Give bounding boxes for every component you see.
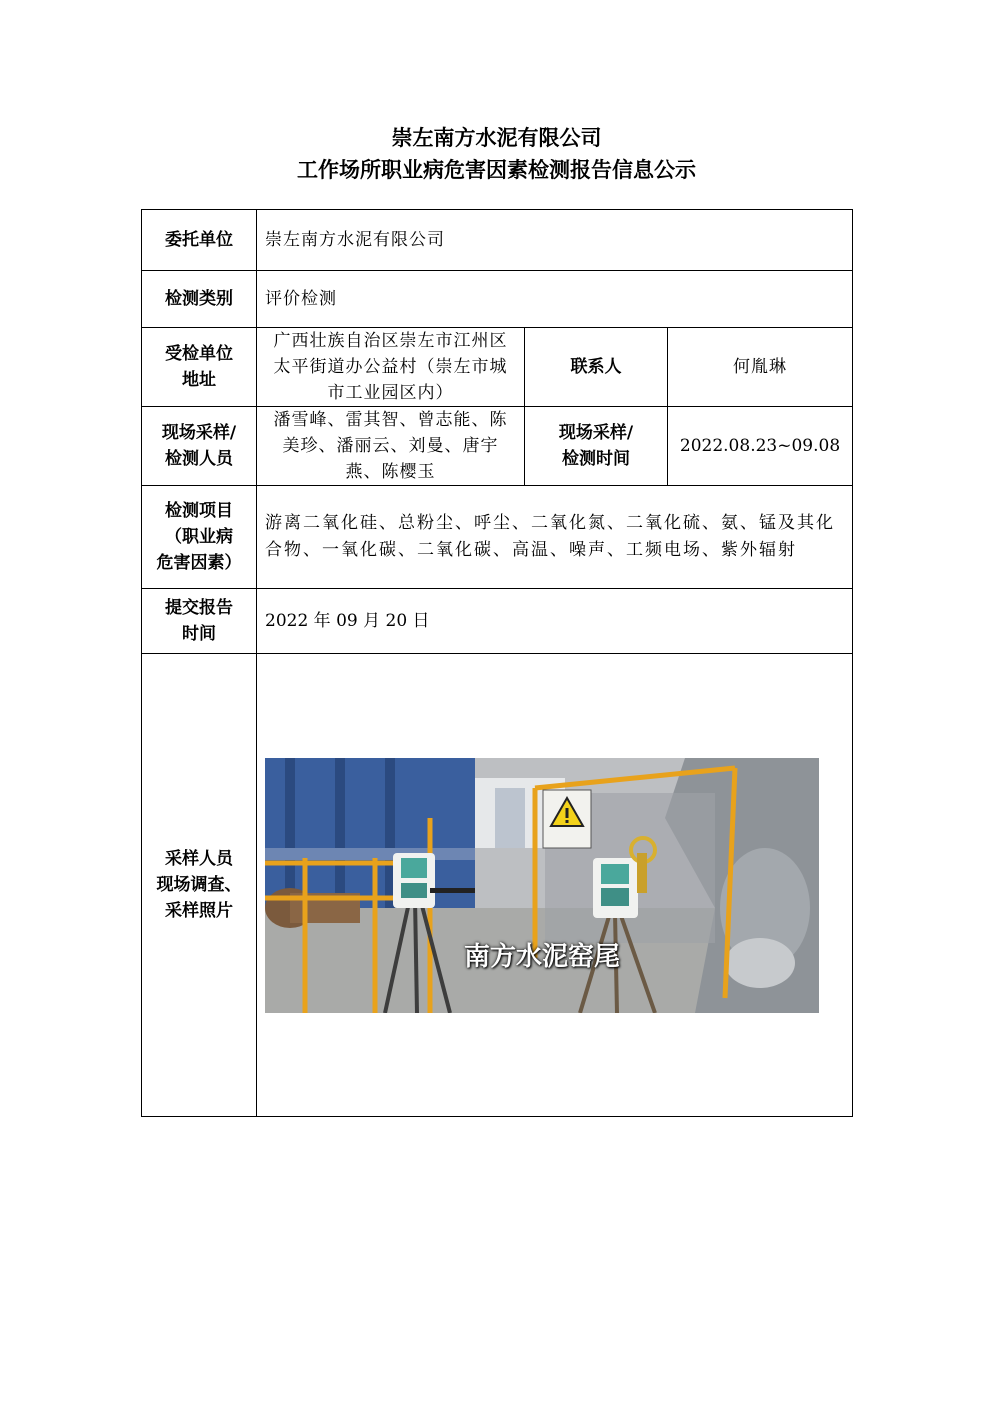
- photo-caption: 南方水泥窑尾: [463, 941, 620, 972]
- row-address: [142, 328, 853, 407]
- label-personnel: 现场采样/ 检测人员: [142, 407, 257, 486]
- value-report-date: 2022 年 09 月 20 日: [257, 589, 853, 654]
- warning-sign-icon: [543, 790, 591, 848]
- row-photo: [142, 654, 853, 1117]
- label-contact: 联系人: [525, 328, 668, 407]
- photo-cell: [257, 654, 853, 1117]
- label-category: 检测类别: [142, 271, 257, 328]
- label-address: 受检单位 地址: [142, 328, 257, 407]
- label-photo: 采样人员 现场调查、 采样照片: [142, 654, 257, 1117]
- company-title: 崇左南方水泥有限公司: [391, 126, 602, 150]
- value-client: 崇左南方水泥有限公司: [257, 210, 853, 271]
- info-table: [141, 209, 853, 1117]
- value-items: 游离二氧化硅、总粉尘、呼尘、二氧化氮、二氧化硫、氨、锰及其化合物、一氧化碳、二氧化碳、高温、噪声、工频电场、紫外辐射: [257, 486, 853, 589]
- row-category: [142, 271, 853, 328]
- value-time: 2022.08.23~09.08: [668, 407, 853, 486]
- label-report-date: 提交报告 时间: [142, 589, 257, 654]
- sampling-photo: [265, 758, 819, 1013]
- value-personnel: 潘雪峰、雷其智、曾志能、陈美珍、潘丽云、刘曼、唐宇燕、陈樱玉: [257, 407, 525, 486]
- row-personnel: [142, 407, 853, 486]
- value-contact: 何胤琳: [668, 328, 853, 407]
- label-time: 现场采样/ 检测时间: [525, 407, 668, 486]
- value-category: 评价检测: [257, 271, 853, 328]
- row-report-date: [142, 589, 853, 654]
- photo-illustration: [265, 758, 819, 1013]
- value-address: 广西壮族自治区崇左市江州区太平街道办公益村（崇左市城市工业园区内）: [257, 328, 525, 407]
- page-title: 工作场所职业病危害因素检测报告信息公示: [297, 158, 696, 182]
- row-client: [142, 210, 853, 271]
- label-client: 委托单位: [142, 210, 257, 271]
- label-items: 检测项目 （职业病 危害因素）: [142, 486, 257, 589]
- row-items: [142, 486, 853, 589]
